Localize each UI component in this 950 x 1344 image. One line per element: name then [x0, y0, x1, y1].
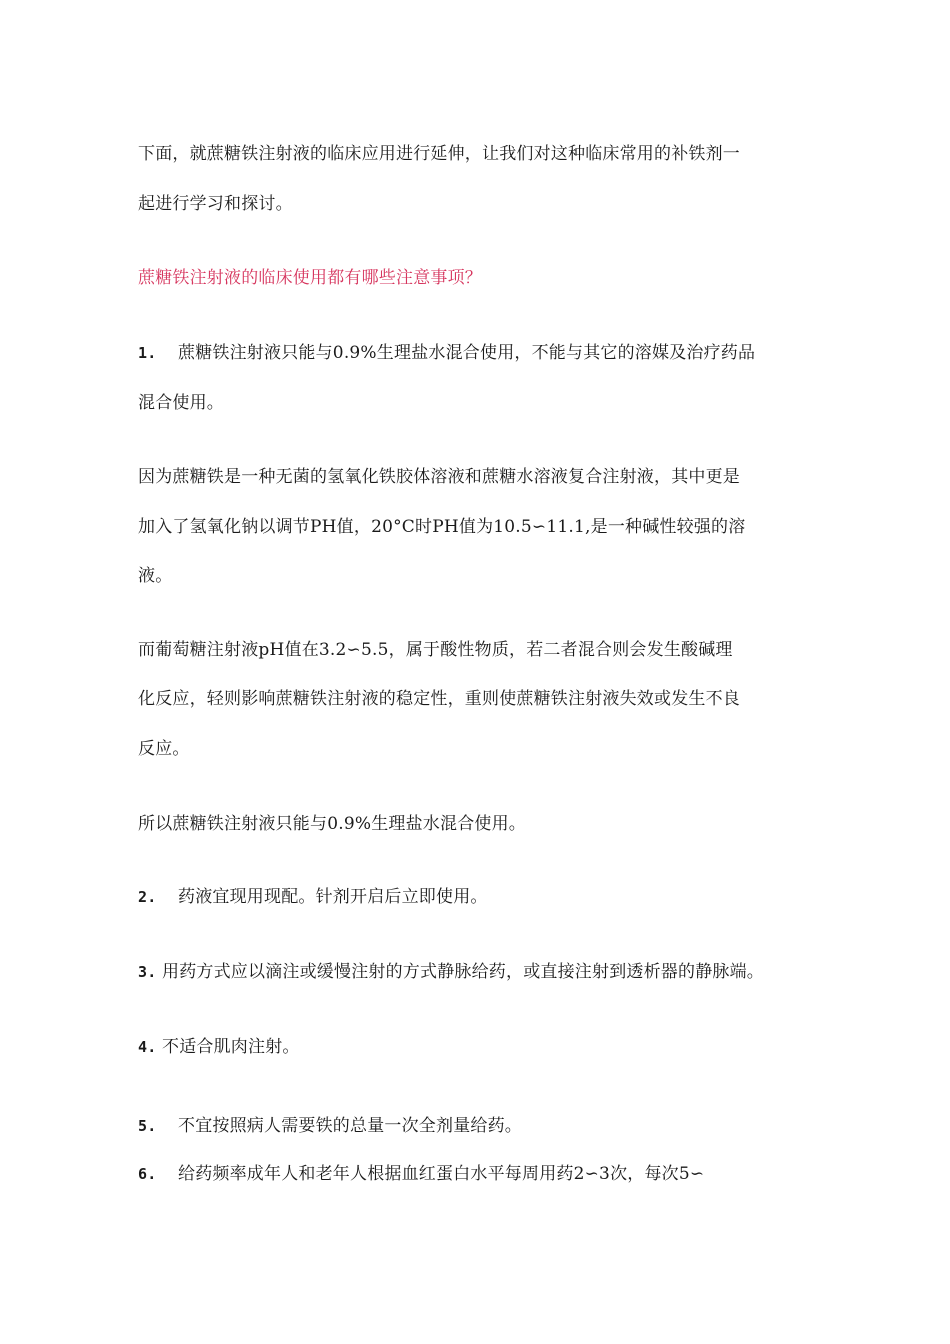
list-item-6-number: 6. — [138, 1165, 157, 1183]
list-item-2-number: 2. — [138, 888, 157, 906]
list-item-2-text: 药液宜现用现配。针剂开启后立即使用。 — [178, 887, 488, 907]
conclusion-paragraph: 所以蔗糖铁注射液只能与0.9%生理盐水混合使用。 — [138, 814, 526, 834]
list-item-6 — [138, 1163, 704, 1185]
intro-line-2: 起进行学习和探讨。 — [138, 194, 293, 214]
list-item-6-text: 给药频率成年人和老年人根据血红蛋白水平每周用药2∽3次，每次5∽ — [178, 1164, 705, 1184]
list-item-1-line-2: 混合使用。 — [138, 393, 224, 413]
list-item-5-text: 不宜按照病人需要铁的总量一次全剂量给药。 — [178, 1116, 522, 1136]
list-item-4-number: 4. — [138, 1038, 157, 1056]
intro-line-1: 下面，就蔗糖铁注射液的临床应用进行延伸，让我们对这种临床常用的补铁剂一 — [138, 144, 740, 164]
section-heading: 蔗糖铁注射液的临床使用都有哪些注意事项？ — [138, 268, 482, 288]
list-item-1-number: 1. — [138, 344, 157, 362]
glucose-paragraph-line-1: 而葡萄糖注射液pH值在3.2∽5.5，属于酸性物质，若二者混合则会发生酸碱理 — [138, 640, 733, 660]
list-item-4 — [138, 1036, 300, 1058]
list-item-3 — [138, 961, 764, 983]
list-item-5 — [138, 1115, 522, 1137]
reason-paragraph-line-2: 加入了氢氧化钠以调节PH值，20°C时PH值为10.5∽11.1,是一种碱性较强的溶 — [138, 517, 746, 537]
list-item-1-line-1 — [138, 342, 755, 364]
list-item-1-text: 蔗糖铁注射液只能与0.9%生理盐水混合使用，不能与其它的溶媒及治疗药品 — [178, 343, 756, 363]
list-item-5-number: 5. — [138, 1117, 157, 1135]
list-item-4-text: 不适合肌肉注射。 — [162, 1037, 300, 1057]
glucose-paragraph-line-3: 反应。 — [138, 739, 190, 759]
glucose-paragraph-line-2: 化反应，轻则影响蔗糖铁注射液的稳定性，重则使蔗糖铁注射液失效或发生不良 — [138, 689, 740, 709]
reason-paragraph-line-1: 因为蔗糖铁是一种无菌的氢氧化铁胶体溶液和蔗糖水溶液复合注射液，其中更是 — [138, 467, 740, 487]
list-item-2 — [138, 886, 488, 908]
list-item-3-text: 用药方式应以滴注或缓慢注射的方式静脉给药，或直接注射到透析器的静脉端。 — [162, 962, 764, 982]
list-item-3-number: 3. — [138, 963, 157, 981]
reason-paragraph-line-3: 液。 — [138, 566, 173, 586]
